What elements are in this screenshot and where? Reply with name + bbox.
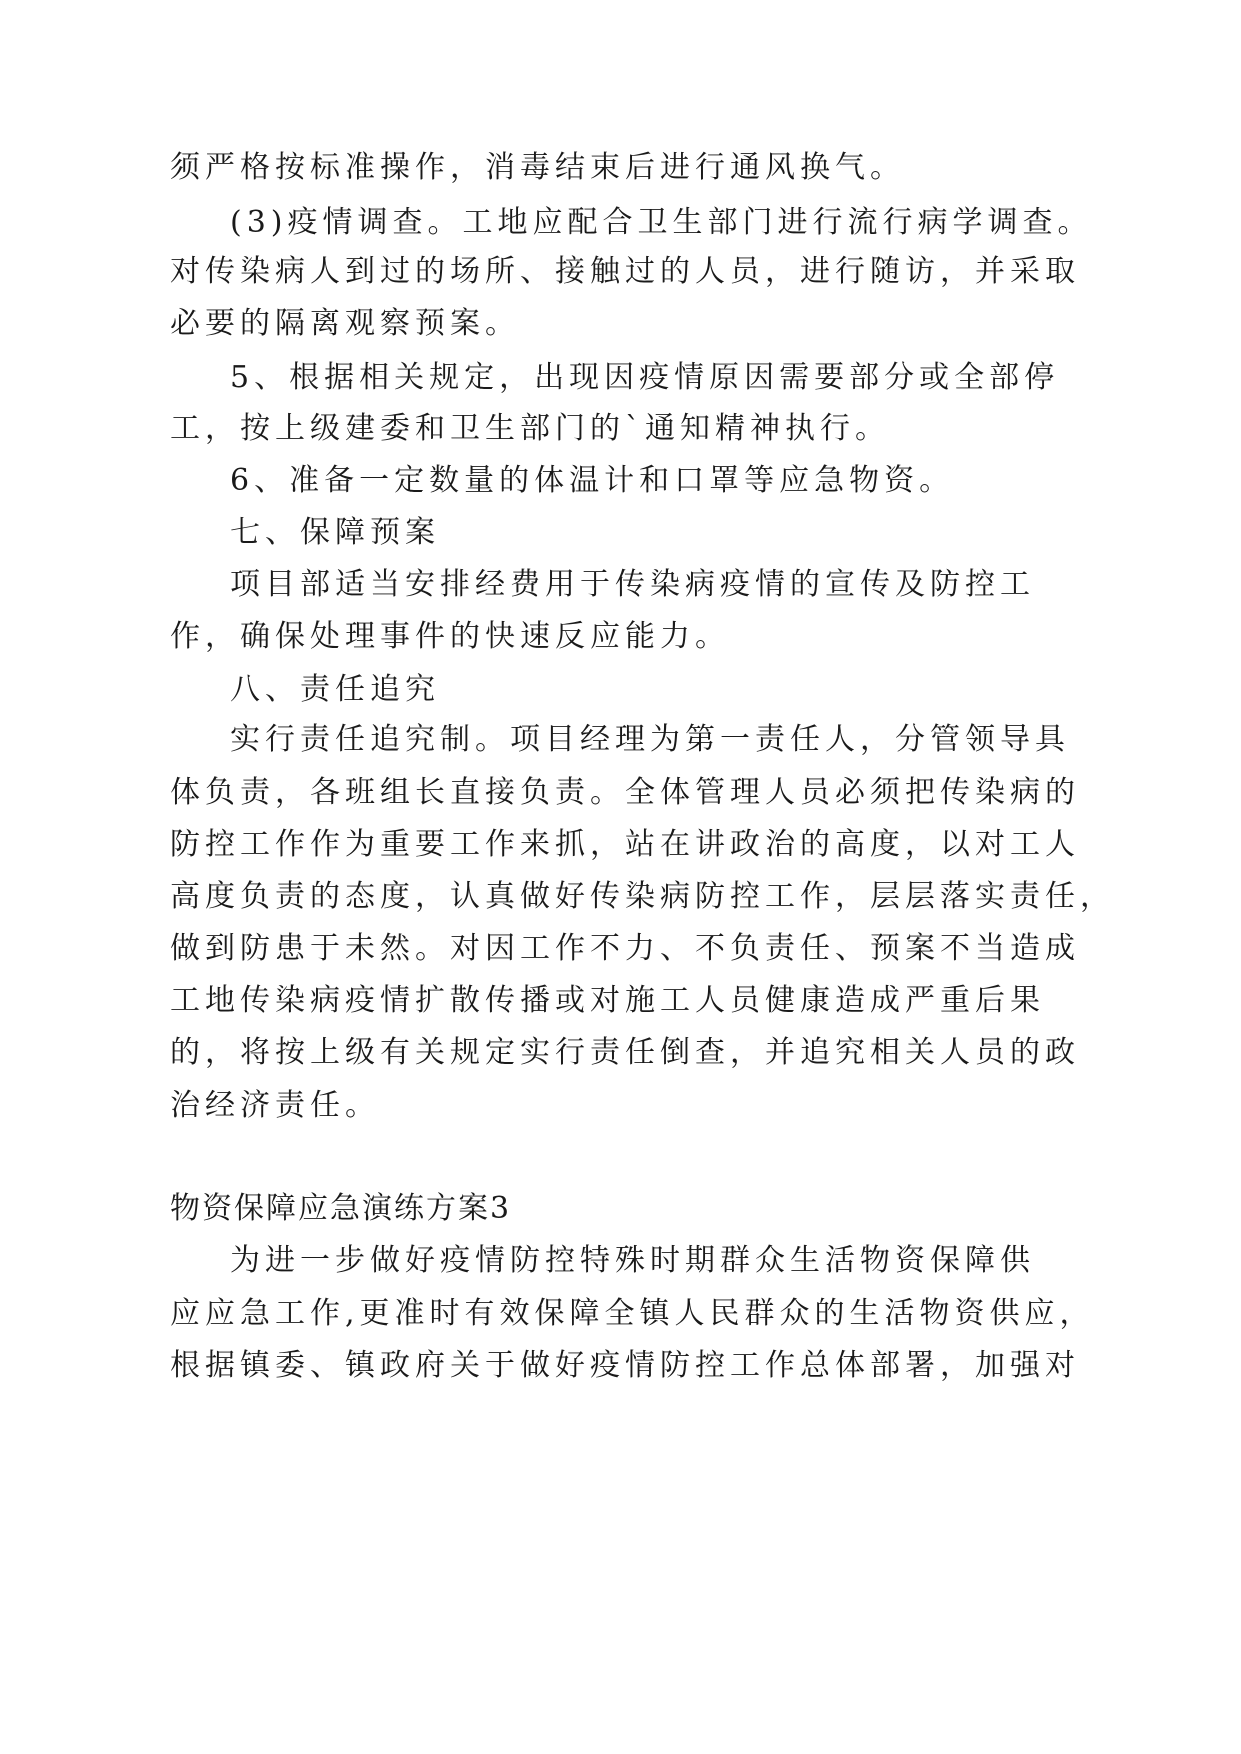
section-heading: 八、责任追究: [230, 672, 440, 707]
text-line: 的，将按上级有关规定实行责任倒查，并追究相关人员的政: [170, 1035, 1080, 1070]
text-line: 须严格按标准操作，消毒结束后进行通风换气。: [170, 150, 905, 185]
text-line: 项目部适当安排经费用于传染病疫情的宣传及防控工: [230, 567, 1035, 602]
text-line: 工，按上级建委和卫生部门的`通知精神执行。: [170, 411, 890, 446]
text-line: 实行责任追究制。项目经理为第一责任人，分管领导具: [230, 722, 1070, 757]
text-line: 工地传染病疫情扩散传播或对施工人员健康造成严重后果: [170, 983, 1045, 1018]
text-line: 必要的隔离观察预案。: [170, 306, 520, 341]
text-line: 做到防患于未然。对因工作不力、不负责任、预案不当造成: [170, 931, 1080, 966]
text-line: 6、准备一定数量的体温计和口罩等应急物资。: [230, 463, 955, 498]
section-heading: 七、保障预案: [230, 515, 440, 550]
text-line: 治经济责任。: [170, 1088, 380, 1123]
text-line: 高度负责的态度，认真做好传染病防控工作，层层落实责任，: [170, 879, 1115, 914]
text-line: 作，确保处理事件的快速反应能力。: [170, 619, 730, 654]
text-line: 5、根据相关规定，出现因疫情原因需要部分或全部停: [230, 360, 1060, 395]
text-line: 为进一步做好疫情防控特殊时期群众生活物资保障供: [230, 1243, 1035, 1278]
text-line: (3)疫情调查。工地应配合卫生部门进行流行病学调查。: [230, 205, 1093, 240]
text-line: 对传染病人到过的场所、接触过的人员，进行随访，并采取: [170, 254, 1080, 289]
text-line: 应应急工作,更准时有效保障全镇人民群众的生活物资供应，: [170, 1296, 1095, 1331]
text-line: 体负责，各班组长直接负责。全体管理人员必须把传染病的: [170, 775, 1080, 810]
document-title: 物资保障应急演练方案3: [170, 1191, 512, 1226]
text-line: 根据镇委、镇政府关于做好疫情防控工作总体部署，加强对: [170, 1348, 1080, 1383]
text-line: 防控工作作为重要工作来抓，站在讲政治的高度，以对工人: [170, 827, 1080, 862]
